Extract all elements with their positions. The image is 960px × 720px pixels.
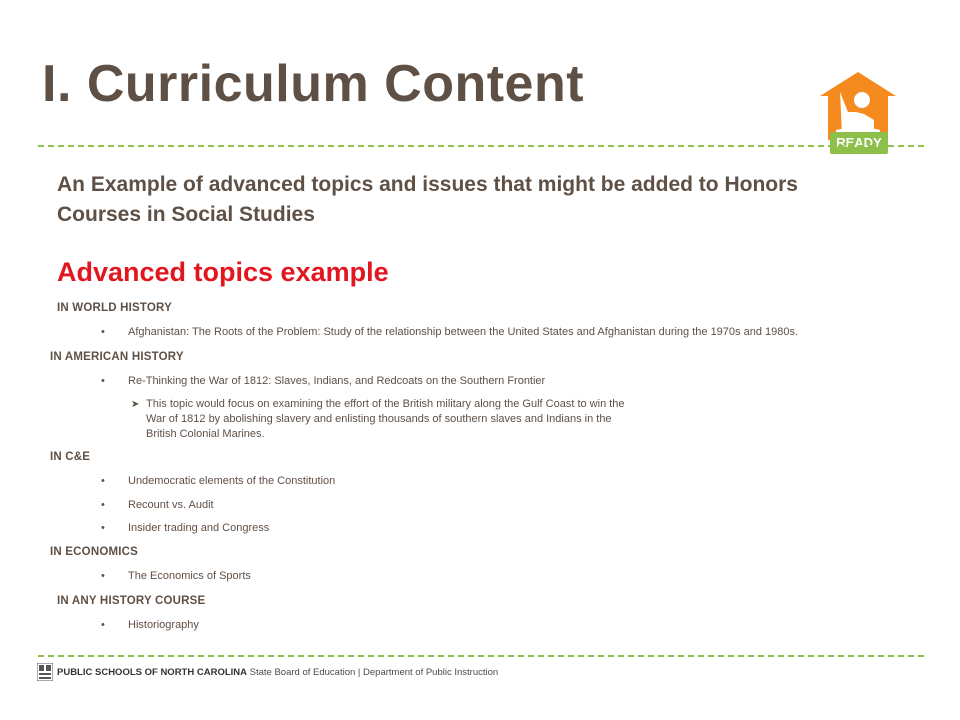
list-item-text: Insider trading and Congress [128, 522, 270, 534]
sub-list-item [131, 397, 631, 442]
section-heading: Advanced topics example [57, 257, 389, 287]
bullet-dot-icon: • [101, 619, 105, 631]
list-item [101, 326, 798, 338]
bullet-dot-icon: • [101, 522, 105, 534]
list-item [101, 619, 199, 631]
bullet-dot-icon: • [101, 375, 105, 387]
category-ce: IN C&E [50, 451, 91, 463]
bullet-dot-icon: • [101, 475, 105, 487]
bullet-dot-icon: • [101, 499, 105, 511]
list-item-text: Recount vs. Audit [128, 499, 214, 511]
category-american-history: IN AMERICAN HISTORY [50, 351, 184, 363]
ready-logo-label: READY [830, 132, 888, 154]
list-item [101, 499, 214, 511]
bullet-dot-icon: • [101, 326, 105, 338]
list-item-text: Re-Thinking the War of 1812: Slaves, Indians, and Redcoats on the Southern Frontier [128, 375, 546, 387]
slide-subtitle: An Example of advanced topics and issues that might be added to Honors Courses in Social Studies [57, 173, 798, 226]
sub-list-item-text: This topic would focus on examining the effort of the British military along the Gulf Coast to win the War of 1812 by abolishing slavery and enlisting thousands of southern slaves and Indians in the British Colonial Marines. [146, 398, 625, 440]
list-item-text: Historiography [128, 619, 199, 631]
list-item [101, 375, 545, 387]
list-item-text: The Economics of Sports [128, 570, 251, 582]
list-item-text: Afghanistan: The Roots of the Problem: Study of the relationship between the United States and Afghanistan during the 1970s and 1980s. [128, 326, 799, 338]
slide-title: I. Curriculum Content [42, 55, 585, 113]
category-economics: IN ECONOMICS [50, 546, 139, 558]
ncdpi-logo-icon [37, 663, 53, 681]
footer-dept: State Board of Education | Department of Public Instruction [249, 667, 499, 678]
footer-org: PUBLIC SCHOOLS OF NORTH CAROLINA [57, 667, 247, 678]
arrow-bullet-icon: ➤ [131, 399, 140, 410]
bullet-dot-icon: • [101, 570, 105, 582]
list-item [101, 522, 269, 534]
top-divider [38, 145, 924, 147]
category-world-history: IN WORLD HISTORY [57, 302, 173, 314]
list-item [101, 570, 251, 582]
footer-text [57, 667, 498, 678]
bottom-divider [38, 655, 924, 657]
list-item [101, 475, 335, 487]
category-any-history: IN ANY HISTORY COURSE [57, 595, 206, 607]
list-item-text: Undemocratic elements of the Constitution [128, 475, 336, 487]
